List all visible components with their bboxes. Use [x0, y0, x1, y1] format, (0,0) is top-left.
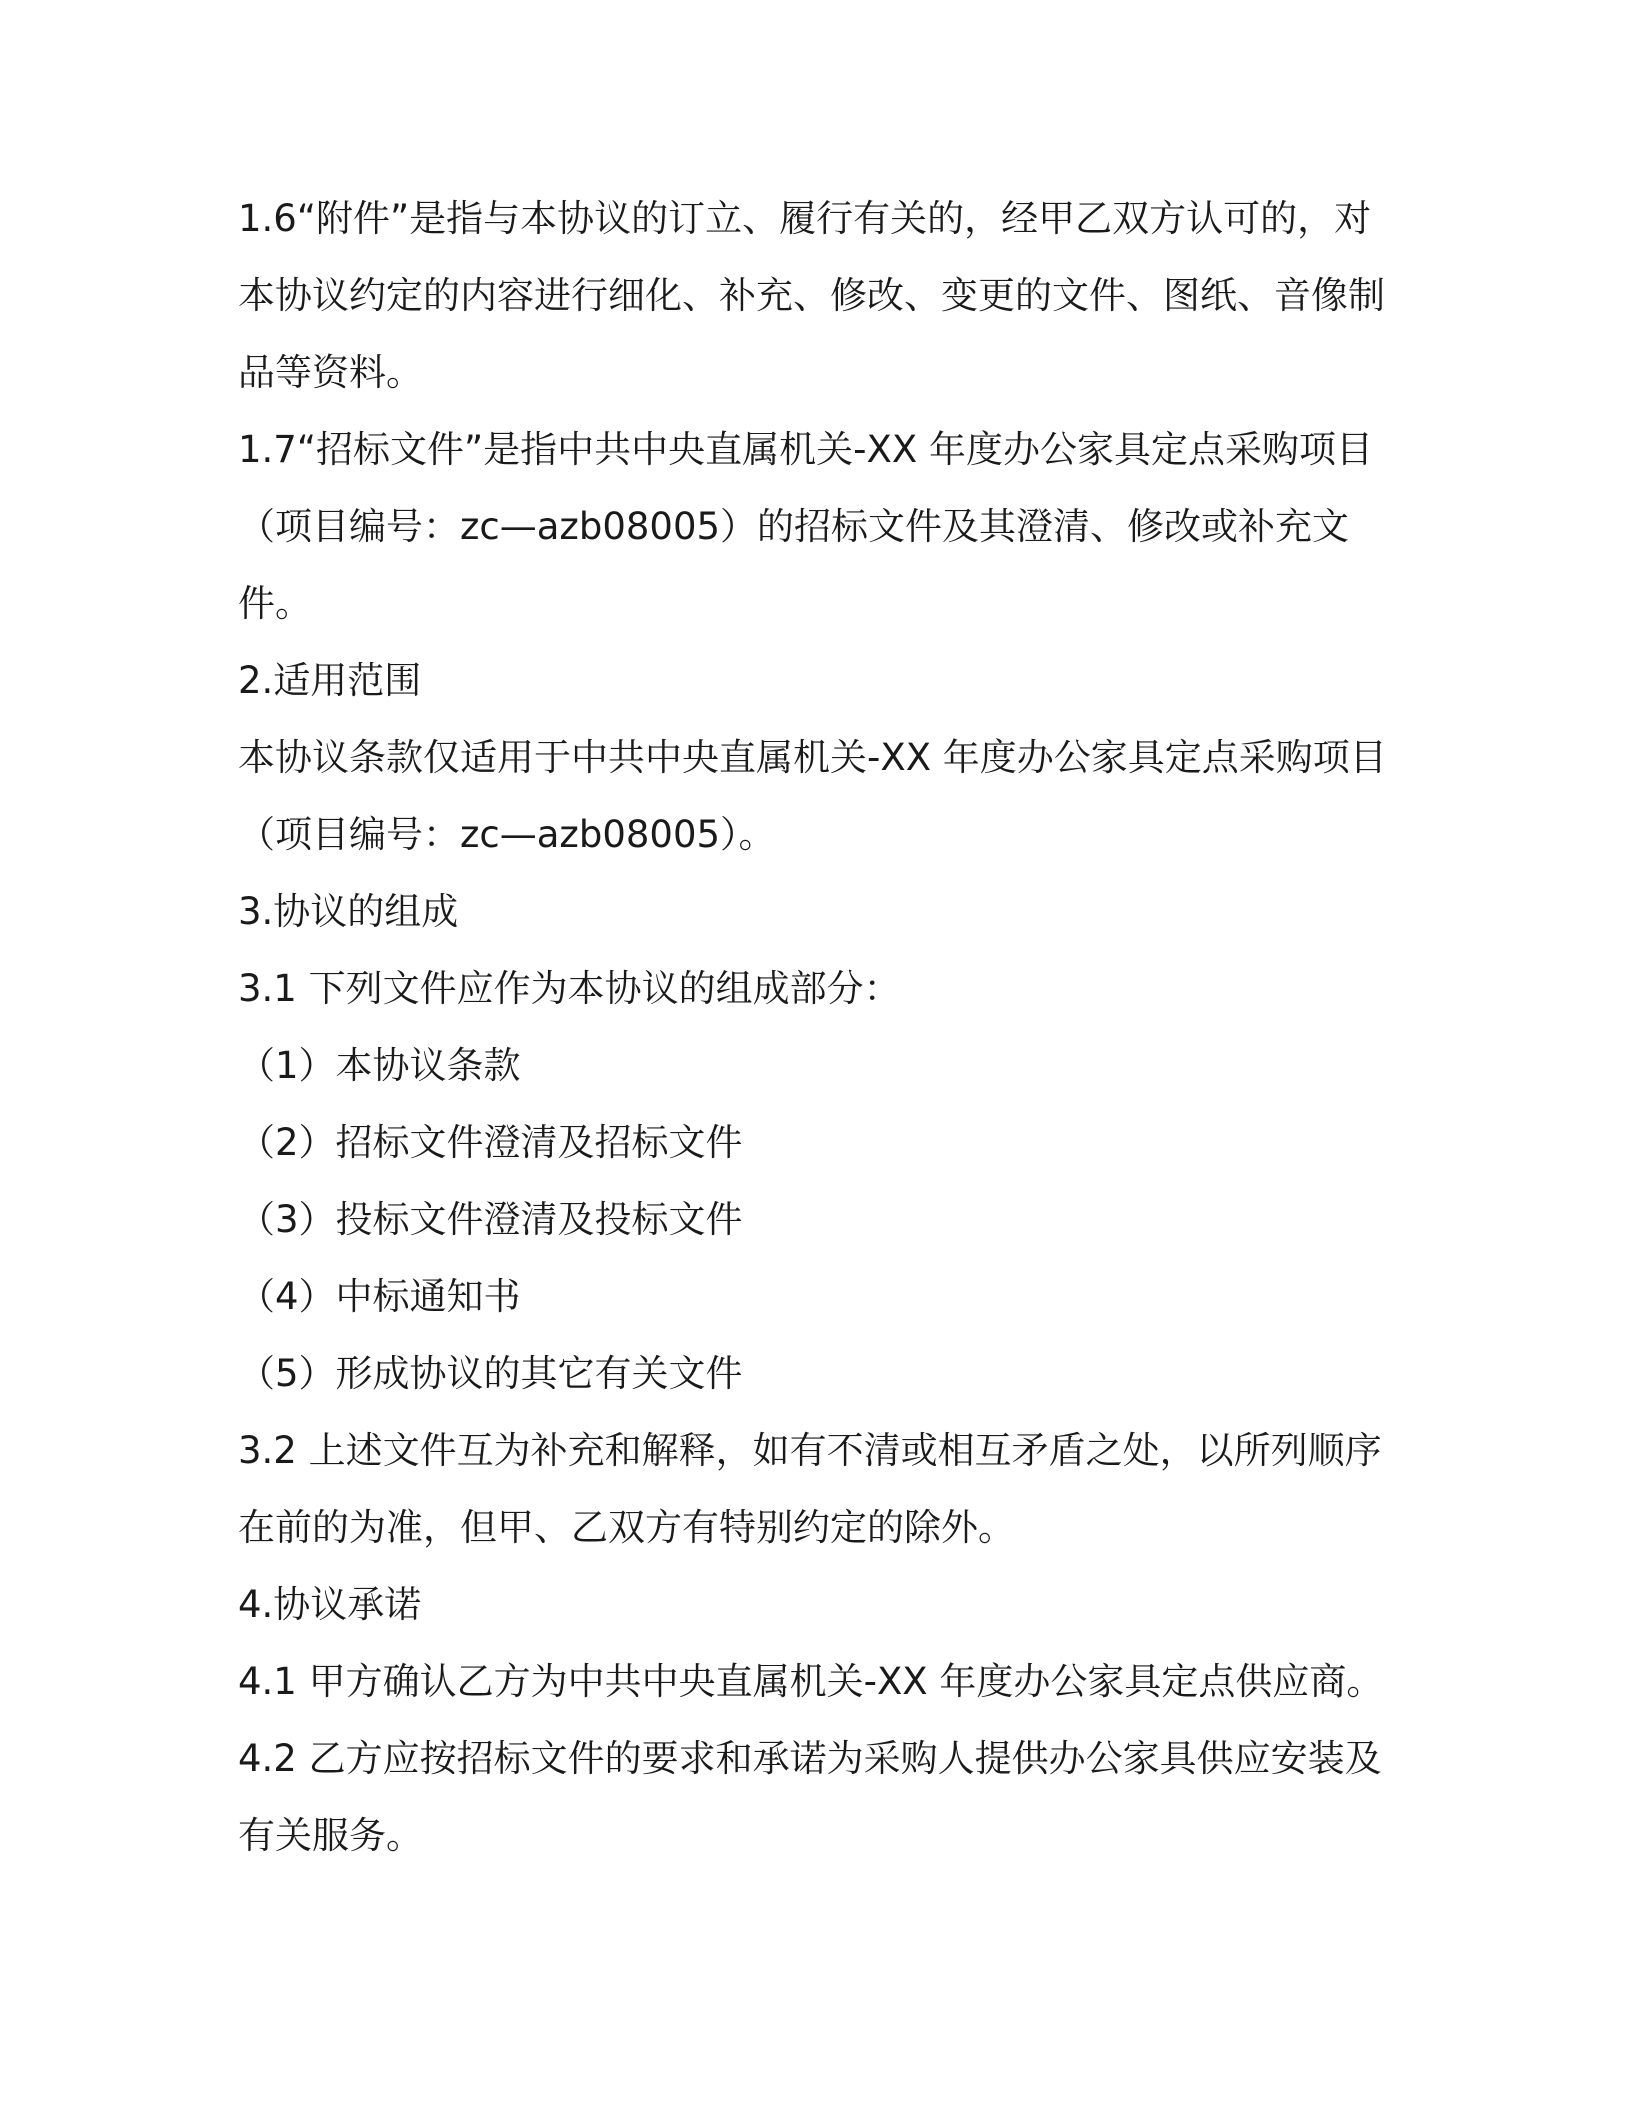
- clause-4-1: 4.1 甲方确认乙方为中共中央直属机关-XX 年度办公家具定点供应商。: [238, 1660, 1384, 1703]
- list-item-4: （4）中标通知书: [238, 1275, 521, 1318]
- clause-1-6: 1.6“附件”是指与本协议的订立、履行有关的，经甲乙双方认可的，对本协议约定的内容进行细化、补充、修改、变更的文件、图纸、音像制品等资料。: [238, 197, 1385, 394]
- list-item-1: （1）本协议条款: [238, 1044, 521, 1087]
- clause-3-1: 3.1 下列文件应作为本协议的组成部分：: [238, 967, 901, 1010]
- list-item-3: （3）投标文件澄清及投标文件: [238, 1198, 743, 1241]
- section-2-body: 本协议条款仅适用于中共中央直属机关-XX 年度办公家具定点采购项目（项目编号：zc—azb08005）。: [238, 736, 1387, 856]
- list-item-5: （5）形成协议的其它有关文件: [238, 1352, 743, 1395]
- section-heading-4: 4.协议承诺: [238, 1583, 422, 1626]
- clause-3-2: 3.2 上述文件互为补充和解释，如有不清或相互矛盾之处，以所列顺序在前的为准，但甲、乙双方有特别约定的除外。: [238, 1429, 1382, 1549]
- clause-1-7: 1.7“招标文件”是指中共中央直属机关-XX 年度办公家具定点采购项目（项目编号：zc—azb08005）的招标文件及其澄清、修改或补充文件。: [238, 428, 1373, 625]
- list-item-2: （2）招标文件澄清及招标文件: [238, 1121, 743, 1164]
- section-heading-3: 3.协议的组成: [238, 890, 459, 933]
- section-heading-2: 2.适用范围: [238, 659, 422, 702]
- clause-4-2: 4.2 乙方应按招标文件的要求和承诺为采购人提供办公家具供应安装及有关服务。: [238, 1737, 1382, 1857]
- document-body: [238, 180, 1398, 1874]
